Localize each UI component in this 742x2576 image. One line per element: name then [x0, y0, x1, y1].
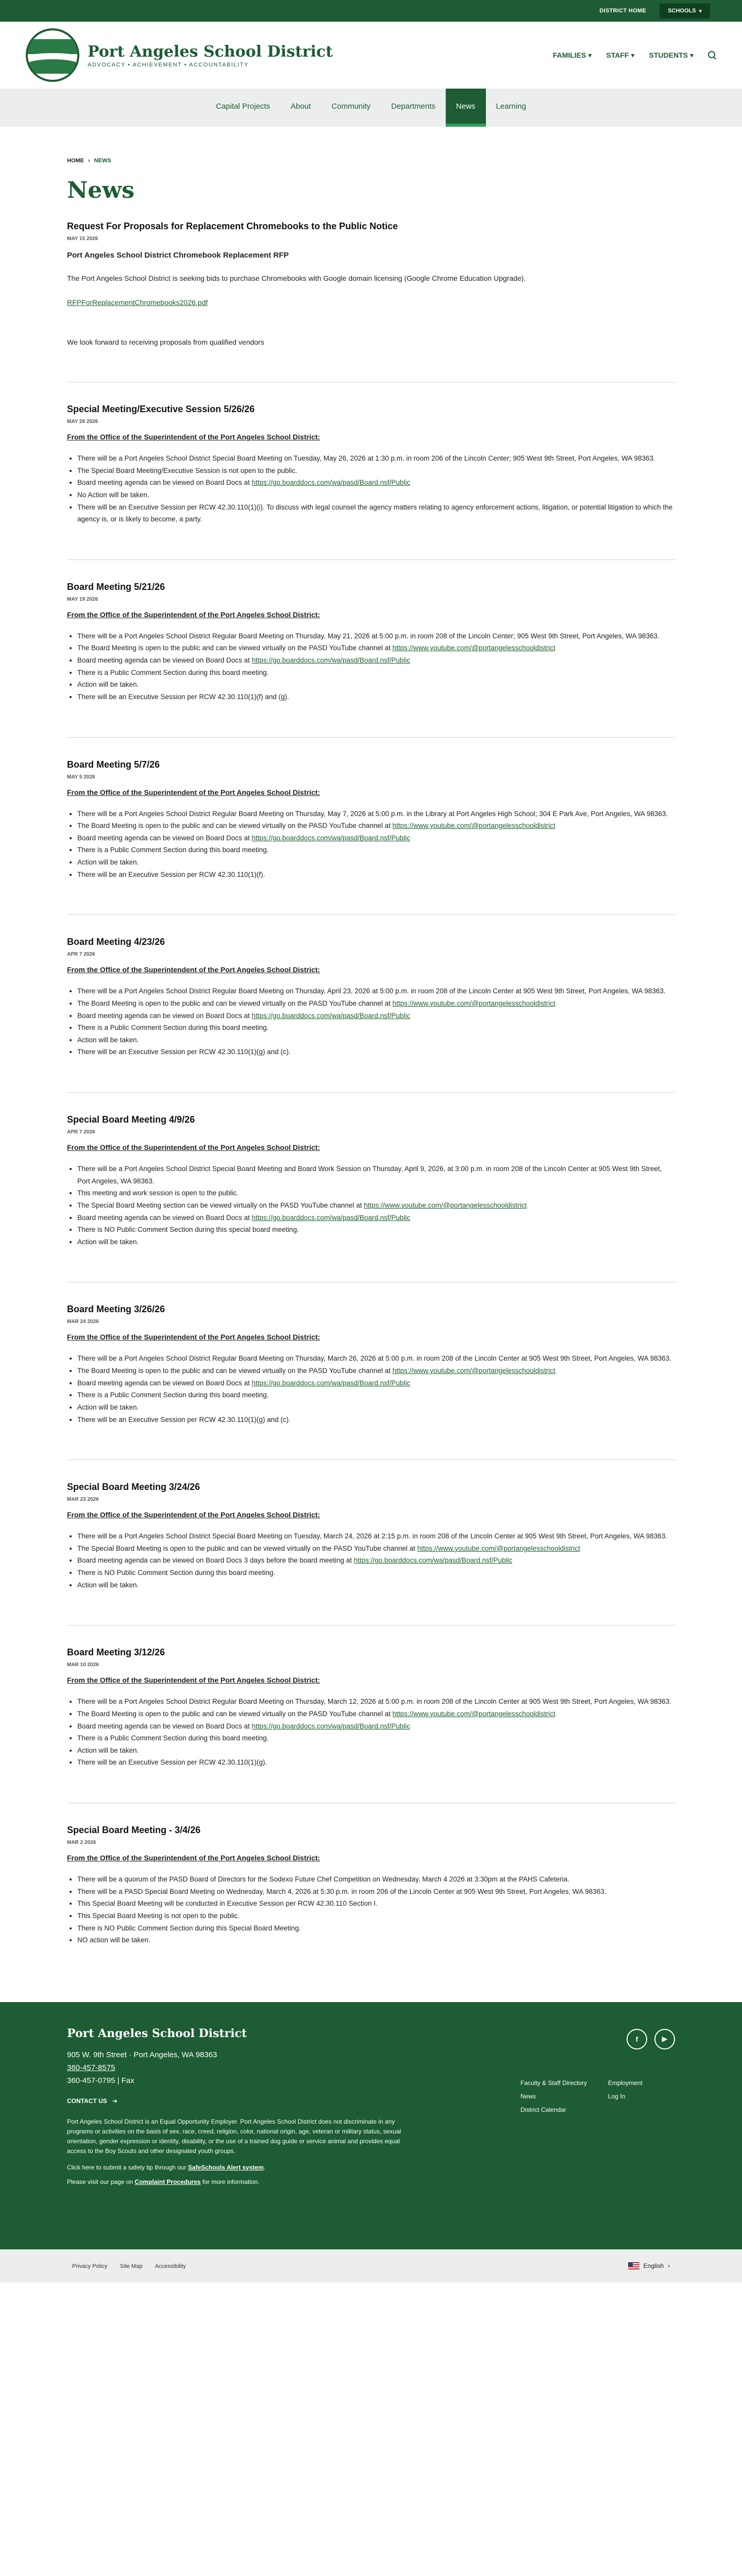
main-nav — [553, 51, 716, 60]
footer-phone[interactable]: 360-457-8575 — [67, 2063, 115, 2072]
list-item: • There will be a quorum of the PASD Board of Directors for the Sodexo Future Chef Competition on Wednesday, March 4 2026 at 3:30pm at the PAHS Cafeteria. — [77, 1873, 675, 1886]
news-article — [67, 582, 675, 738]
article-date: MAR 23 2026 — [67, 1497, 99, 1503]
nav-families[interactable]: FAMILIES ▾ — [552, 50, 592, 59]
subnav-news[interactable]: News — [446, 89, 486, 127]
article-subheading: From the Office of the Superintendent of the Port Angeles School District: — [67, 1143, 321, 1151]
list-item: • There is NO Public Comment Section during this Special Board Meeting. — [77, 1922, 675, 1935]
list-item: • Action will be taken. — [77, 1744, 675, 1757]
article-lead: Port Angeles School District Chromebook Replacement RFP — [67, 251, 289, 260]
external-link[interactable]: https://go.boarddocs.com/wa/pasd/Board.nsf/Public — [251, 1722, 411, 1730]
article-date: APR 7 2026 — [67, 1129, 95, 1135]
news-article — [67, 759, 675, 916]
article-date: MAY 5 2026 — [67, 774, 95, 780]
footer-link-login[interactable]: Log In — [608, 2092, 626, 2100]
contact-us-link[interactable]: CONTACT US ➜ — [67, 2097, 117, 2105]
list-item: • The Special Board Meeting/Executive Session is not open to the public. — [77, 465, 675, 477]
article-title[interactable]: Board Meeting 3/26/26 — [67, 1304, 165, 1315]
list-item: • Action will be taken. — [77, 1579, 675, 1591]
list-item: • There will be a Port Angeles School District Special Board Meeting on Tuesday, May 26, 2026 at 1:30 p.m. in room 206 of the Lincoln Center; 905 West 9th Street, Port Angeles, WA 98363. — [77, 452, 675, 465]
footer-address: 905 W. 9th Street · Port Angeles, WA 98363 — [67, 2050, 217, 2059]
nav-students[interactable]: STUDENTS ▾ — [649, 50, 694, 59]
district-logo — [26, 28, 79, 82]
chevron-down-icon: ▾ — [689, 50, 694, 59]
article-date: MAR 2 2026 — [67, 1840, 96, 1845]
list-item: • NO action will be taken. — [77, 1934, 675, 1946]
article-subheading: From the Office of the Superintendent of the Port Angeles School District: — [67, 1511, 321, 1519]
footer-link-news[interactable]: News — [520, 2092, 536, 2100]
list-item: • This meeting and work session is open to the public. — [77, 1187, 675, 1199]
complaint-text: Please visit our page on Complaint Procedures for more information. — [67, 2178, 260, 2185]
list-item: • There will be a Port Angeles School District Special Board Meeting and Board Work Session on Thursday, April 9, 2026, at 3:00 p.m. in room 208 of the Lincoln Center at 905 West 9th Street, Port Angeles, WA 98363. — [77, 1163, 675, 1187]
article-subheading: From the Office of the Superintendent of the Port Angeles School District: — [67, 1333, 321, 1342]
list-item: • There will be an Executive Session per RCW 42.30.110(1)(i). To discuss with legal counsel the agency matters relating to agency enforcement actions, litigation, or potential litigation to which the agency is, or is likely to become, a party. — [77, 501, 675, 526]
list-item: • Board meeting agenda can be viewed on Board Docs at https://go.boarddocs.com/wa/pasd/Board.nsf/Public — [77, 654, 675, 667]
nav-staff[interactable]: STAFF ▾ — [606, 50, 635, 59]
social-links — [627, 2029, 675, 2049]
news-article — [67, 1647, 675, 1803]
footer-link-calendar[interactable]: District Calendar — [520, 2106, 566, 2113]
external-link[interactable]: https://www.youtube.com/@portangelesschooldistrict — [392, 644, 555, 652]
footer-fax: 360-457-0795 | Fax — [67, 2076, 134, 2085]
list-item: • Board meeting agenda can be viewed on Board Docs at https://go.boarddocs.com/wa/pasd/Board.nsf/Public — [77, 1720, 675, 1733]
breadcrumb-current: NEWS — [94, 158, 111, 164]
article-list — [67, 1873, 675, 1946]
breadcrumb-separator: › — [88, 158, 90, 164]
subnav-learning[interactable]: Learning — [496, 101, 526, 111]
main-content — [67, 127, 675, 1980]
external-link[interactable]: https://go.boarddocs.com/wa/pasd/Board.nsf/Public — [251, 1379, 411, 1387]
article-list — [67, 1696, 675, 1769]
article-subheading: From the Office of the Superintendent of the Port Angeles School District: — [67, 1854, 321, 1862]
subnav-capital-projects[interactable]: Capital Projects — [216, 101, 271, 111]
news-article — [67, 1304, 675, 1460]
list-item: • Action will be taken. — [77, 1034, 675, 1046]
list-item: • There will be an Executive Session per RCW 42.30.110(1)(g) and (c). — [77, 1414, 675, 1426]
article-date: APR 7 2026 — [67, 952, 95, 958]
list-item: • Action will be taken. — [77, 1236, 675, 1248]
list-item: • Board meeting agenda can be viewed on Board Docs at https://go.boarddocs.com/wa/pasd/Board.nsf/Public — [77, 1010, 675, 1022]
article-list — [67, 1163, 675, 1248]
youtube-icon[interactable]: ▶ — [654, 2029, 675, 2049]
footer-link-directory[interactable]: Faculty & Staff Directory — [520, 2079, 587, 2087]
external-link[interactable]: https://www.youtube.com/@portangelesschooldistrict — [392, 822, 555, 830]
article-title[interactable]: Board Meeting 5/21/26 — [67, 581, 165, 592]
external-link[interactable]: https://go.boarddocs.com/wa/pasd/Board.nsf/Public — [353, 1556, 513, 1565]
list-item: • There is NO Public Comment Section during this board meeting. — [77, 1567, 675, 1579]
subnav-community[interactable]: Community — [331, 101, 371, 111]
article-title[interactable]: Board Meeting 5/7/26 — [67, 759, 160, 770]
list-item: • This Special Board Meeting is not open to the public. — [77, 1910, 675, 1922]
list-item: • There will be a Port Angeles School District Regular Board Meeting on Thursday, March 12, 2026 at 5:00 p.m. in room 208 of the Lincoln Center at 905 West 9th Street, Port Angeles, WA 98363. — [77, 1696, 675, 1708]
site-header — [0, 22, 742, 89]
list-item: • There will be a Port Angeles School District Regular Board Meeting on Thursday, March 26, 2026 at 5:00 p.m. in room 208 of the Lincoln Center at 905 West 9th Street, Port Angeles, WA 98363. — [77, 1352, 675, 1365]
external-link[interactable]: https://www.youtube.com/@portangelesschooldistrict — [364, 1201, 527, 1209]
language-label: English — [643, 2262, 664, 2269]
list-item: • The Board Meeting is open to the public and can be viewed virtually on the PASD YouTube channel at https://www.youtube.com/@portangelesschooldistrict — [77, 642, 675, 654]
article-title[interactable]: Request For Proposals for Replacement Chromebooks to the Public Notice — [67, 221, 398, 231]
us-flag-icon — [628, 2262, 639, 2269]
chevron-down-icon: ▾ — [588, 50, 592, 59]
article-title[interactable]: Special Board Meeting 4/9/26 — [67, 1114, 195, 1125]
list-item: • There is a Public Comment Section during this board meeting. — [77, 1022, 675, 1034]
article-list — [67, 452, 675, 526]
list-item: • There will be a Port Angeles School District Regular Board Meeting on Thursday, April 23, 2026 at 5:00 p.m. in room 208 of the Lincoln Center at 905 West 9th Street, Port Angeles, WA 98363. — [77, 985, 675, 997]
article-subheading: From the Office of the Superintendent of the Port Angeles School District: — [67, 433, 321, 441]
external-link[interactable]: https://www.youtube.com/@portangelesschooldistrict — [392, 999, 555, 1007]
list-item: • Board meeting agenda can be viewed on Board Docs at https://go.boarddocs.com/wa/pasd/Board.nsf/Public — [77, 1377, 675, 1389]
article-date: MAR 24 2026 — [67, 1319, 99, 1325]
chevron-down-icon: ▾ — [699, 8, 702, 14]
list-item: • There is NO Public Comment Section during this special board meeting. — [77, 1224, 675, 1236]
article-title[interactable]: Special Board Meeting 3/24/26 — [67, 1482, 200, 1493]
article-subheading: From the Office of the Superintendent of the Port Angeles School District: — [67, 1676, 321, 1685]
external-link[interactable]: https://www.youtube.com/@portangelesschooldistrict — [417, 1544, 580, 1552]
list-item: • Action will be taken. — [77, 856, 675, 869]
list-item: • Board meeting agenda can be viewed on Board Docs at https://go.boarddocs.com/wa/pasd/Board.nsf/Public — [77, 477, 675, 489]
article-list — [67, 808, 675, 881]
news-article — [67, 1482, 675, 1625]
external-link[interactable]: https://go.boarddocs.com/wa/pasd/Board.nsf/Public — [251, 1011, 411, 1020]
news-article — [67, 1114, 675, 1282]
schools-dropdown[interactable] — [660, 4, 710, 19]
list-item: • There is a Public Comment Section during this board meeting. — [77, 1389, 675, 1401]
news-article — [67, 937, 675, 1093]
safety-tip-text: Click here to submit a safety tip through our SafeSchools Alert system. — [67, 2163, 266, 2171]
search-icon[interactable] — [708, 51, 716, 59]
breadcrumb-home[interactable]: HOME — [67, 158, 84, 164]
list-item: • Board meeting agenda can be viewed on Board Docs 3 days before the board meeting at https://go.boarddocs.com/wa/pasd/Board.nsf/Public — [77, 1554, 675, 1567]
list-item: • There is a Public Comment Section during this board meeting. — [77, 844, 675, 856]
list-item: • The Special Board Meeting section can be viewed virtually on the PASD YouTube channel at https://www.youtube.com/@portangelesschooldistrict — [77, 1199, 675, 1212]
list-item: • This Special Board Meeting will be conducted in Executive Session per RCW 42.30.110 Section I. — [77, 1897, 675, 1910]
article-subheading: From the Office of the Superintendent of the Port Angeles School District: — [67, 965, 321, 974]
list-item: • There will be an Executive Session per RCW 42.30.110(1)(g) and (c). — [77, 1046, 675, 1058]
article-title[interactable]: Special Meeting/Executive Session 5/26/26 — [67, 404, 255, 414]
article-title[interactable]: Special Board Meeting - 3/4/26 — [67, 1825, 201, 1835]
article-title[interactable]: Board Meeting 4/23/26 — [67, 937, 165, 947]
schools-label: SCHOOLS — [668, 8, 696, 14]
list-item: • Board meeting agenda can be viewed on Board Docs at https://go.boarddocs.com/wa/pasd/Board.nsf/Public — [77, 832, 675, 844]
list-item: • Action will be taken. — [77, 1401, 675, 1414]
footer-legal: Port Angeles School District is an Equal Opportunity Employer. Port Angeles School District does not discriminate in any programs or activities on the basis of sex, race, creed, religion, color, national origin, age, veteran or military status, sexual orientation, gender expression or identity, disability, or the use of a trained dog guide or service animal and provides equal access to the Boy Scouts and other designated youth groups. — [67, 2117, 401, 2155]
article-date: MAY 28 2026 — [67, 419, 98, 425]
section-nav — [0, 89, 742, 127]
district-home-link[interactable]: DISTRICT HOME — [599, 8, 647, 14]
article-list — [67, 1352, 675, 1426]
list-item: • The Board Meeting is open to the public and can be viewed virtually on the PASD YouTube channel at https://www.youtube.com/@portangelesschooldistrict — [77, 997, 675, 1010]
article-subheading: From the Office of the Superintendent of the Port Angeles School District: — [67, 610, 321, 619]
article-paragraph: We look forward to receiving proposals from qualified vendors — [67, 338, 264, 346]
list-item: • The Board Meeting is open to the public and can be viewed virtually on the PASD YouTube channel at https://www.youtube.com/@portangelesschooldistrict — [77, 1708, 675, 1720]
list-item: • There is a Public Comment Section during this board meeting. — [77, 1732, 675, 1744]
site-tagline: ADVOCACY • ACHIEVEMENT • ACCOUNTABILITY — [88, 61, 249, 68]
list-item: • There will be an Executive Session per RCW 42.30.110(1)(g). — [77, 1756, 675, 1769]
external-link[interactable]: https://go.boarddocs.com/wa/pasd/Board.nsf/Public — [251, 479, 411, 487]
list-item: • There will be a Port Angeles School District Regular Board Meeting on Thursday, May 7, 2026 at 5:00 p.m. in the Library at Port Angeles High School; 304 E Park Ave, Port Angeles, WA 98363. — [77, 808, 675, 820]
list-item: • The Board Meeting is open to the public and can be viewed virtually on the PASD YouTube channel at https://www.youtube.com/@portangelesschooldistrict — [77, 1365, 675, 1377]
article-paragraph: The Port Angeles School District is seeking bids to purchase Chromebooks with Google domain licensing (Google Chrome Education Upgrade). — [67, 274, 526, 282]
article-date: MAR 10 2026 — [67, 1662, 99, 1668]
news-article — [67, 221, 675, 382]
footer-link-employment[interactable]: Employment — [608, 2079, 643, 2087]
news-article — [67, 404, 675, 560]
list-item: • Board meeting agenda can be viewed on Board Docs at https://go.boarddocs.com/wa/pasd/Board.nsf/Public — [77, 1212, 675, 1224]
site-map-link[interactable]: Site Map — [120, 2263, 143, 2269]
accessibility-link[interactable]: Accessibility — [155, 2263, 186, 2269]
page-title: News — [67, 177, 134, 204]
list-item: • There will be a PASD Special Board Meeting on Wednesday, March 4, 2026 at 5:30 p.m. in room 206 of the Lincoln Center at 905 West 9th Street, Port Angeles, WA 98363. — [77, 1886, 675, 1898]
news-article — [67, 1825, 675, 1980]
chevron-right-icon: › — [668, 2262, 670, 2269]
article-list — [67, 1530, 675, 1591]
arrow-right-icon: ➜ — [112, 2097, 117, 2105]
list-item: • There will be an Executive Session per RCW 42.30.110(1)(f) and (g). — [77, 691, 675, 703]
external-link[interactable]: https://go.boarddocs.com/wa/pasd/Board.nsf/Public — [251, 656, 411, 664]
chevron-down-icon: ▾ — [631, 50, 635, 59]
list-item: • There is a Public Comment Section during this board meeting. — [77, 667, 675, 679]
article-list — [67, 630, 675, 703]
article-subheading: From the Office of the Superintendent of the Port Angeles School District: — [67, 788, 321, 796]
site-title: Port Angeles School District — [88, 42, 333, 61]
subnav-about[interactable]: About — [291, 101, 311, 111]
subnav-departments[interactable]: Departments — [391, 101, 436, 111]
footer-title: Port Angeles School District — [67, 2026, 247, 2040]
facebook-icon[interactable]: f — [627, 2029, 647, 2049]
list-item: • The Board Meeting is open to the public and can be viewed virtually on the PASD YouTube channel at https://www.youtube.com/@portangelesschooldistrict — [77, 820, 675, 832]
complaint-procedures-link[interactable]: Complaint Procedures — [134, 2178, 201, 2185]
breadcrumb — [67, 158, 675, 164]
external-link[interactable]: https://go.boarddocs.com/wa/pasd/Board.nsf/Public — [251, 1213, 411, 1222]
external-link[interactable]: https://go.boarddocs.com/wa/pasd/Board.nsf/Public — [251, 834, 411, 842]
article-date: MAY 19 2026 — [67, 596, 98, 602]
list-item: • There will be a Port Angeles School District Regular Board Meeting on Thursday, May 21, 2026 at 5:00 p.m. in room 208 of the Lincoln Center; 905 West 9th Street, Port Angeles, WA 98363. — [77, 630, 675, 642]
utility-bar — [0, 0, 742, 22]
footer-links — [520, 2079, 670, 2113]
list-item: • Action will be taken. — [77, 679, 675, 691]
article-title[interactable]: Board Meeting 3/12/26 — [67, 1647, 165, 1658]
article-list — [67, 985, 675, 1058]
rfp-pdf-link[interactable]: RFPForReplacementChromebooks2026.pdf — [67, 298, 208, 307]
list-item: • No Action will be taken. — [77, 489, 675, 501]
safeschools-link[interactable]: SafeSchools Alert system — [188, 2163, 264, 2171]
article-date: MAY 15 2026 — [67, 236, 98, 242]
list-item: • The Special Board Meeting is open to the public and can be viewed virtually on the PASD YouTube channel at https://www.youtube.com/@portangelesschooldistrict — [77, 1543, 675, 1555]
brand[interactable] — [26, 28, 333, 82]
list-item: • There will be an Executive Session per RCW 42.30.110(1)(f). — [77, 869, 675, 881]
external-link[interactable]: https://www.youtube.com/@portangelesschooldistrict — [392, 1367, 555, 1375]
language-selector[interactable] — [628, 2262, 670, 2269]
list-item: • There will be a Port Angeles School District Special Board Meeting on Tuesday, March 24, 2026 at 2:15 p.m. in room 208 of the Lincoln Center at 905 West 9th Street, Port Angeles, WA 98363. — [77, 1530, 675, 1543]
site-footer — [0, 2002, 742, 2249]
bottom-bar — [0, 2249, 742, 2282]
external-link[interactable]: https://www.youtube.com/@portangelesschooldistrict — [392, 1709, 555, 1718]
privacy-policy-link[interactable]: Privacy Policy — [72, 2263, 108, 2269]
